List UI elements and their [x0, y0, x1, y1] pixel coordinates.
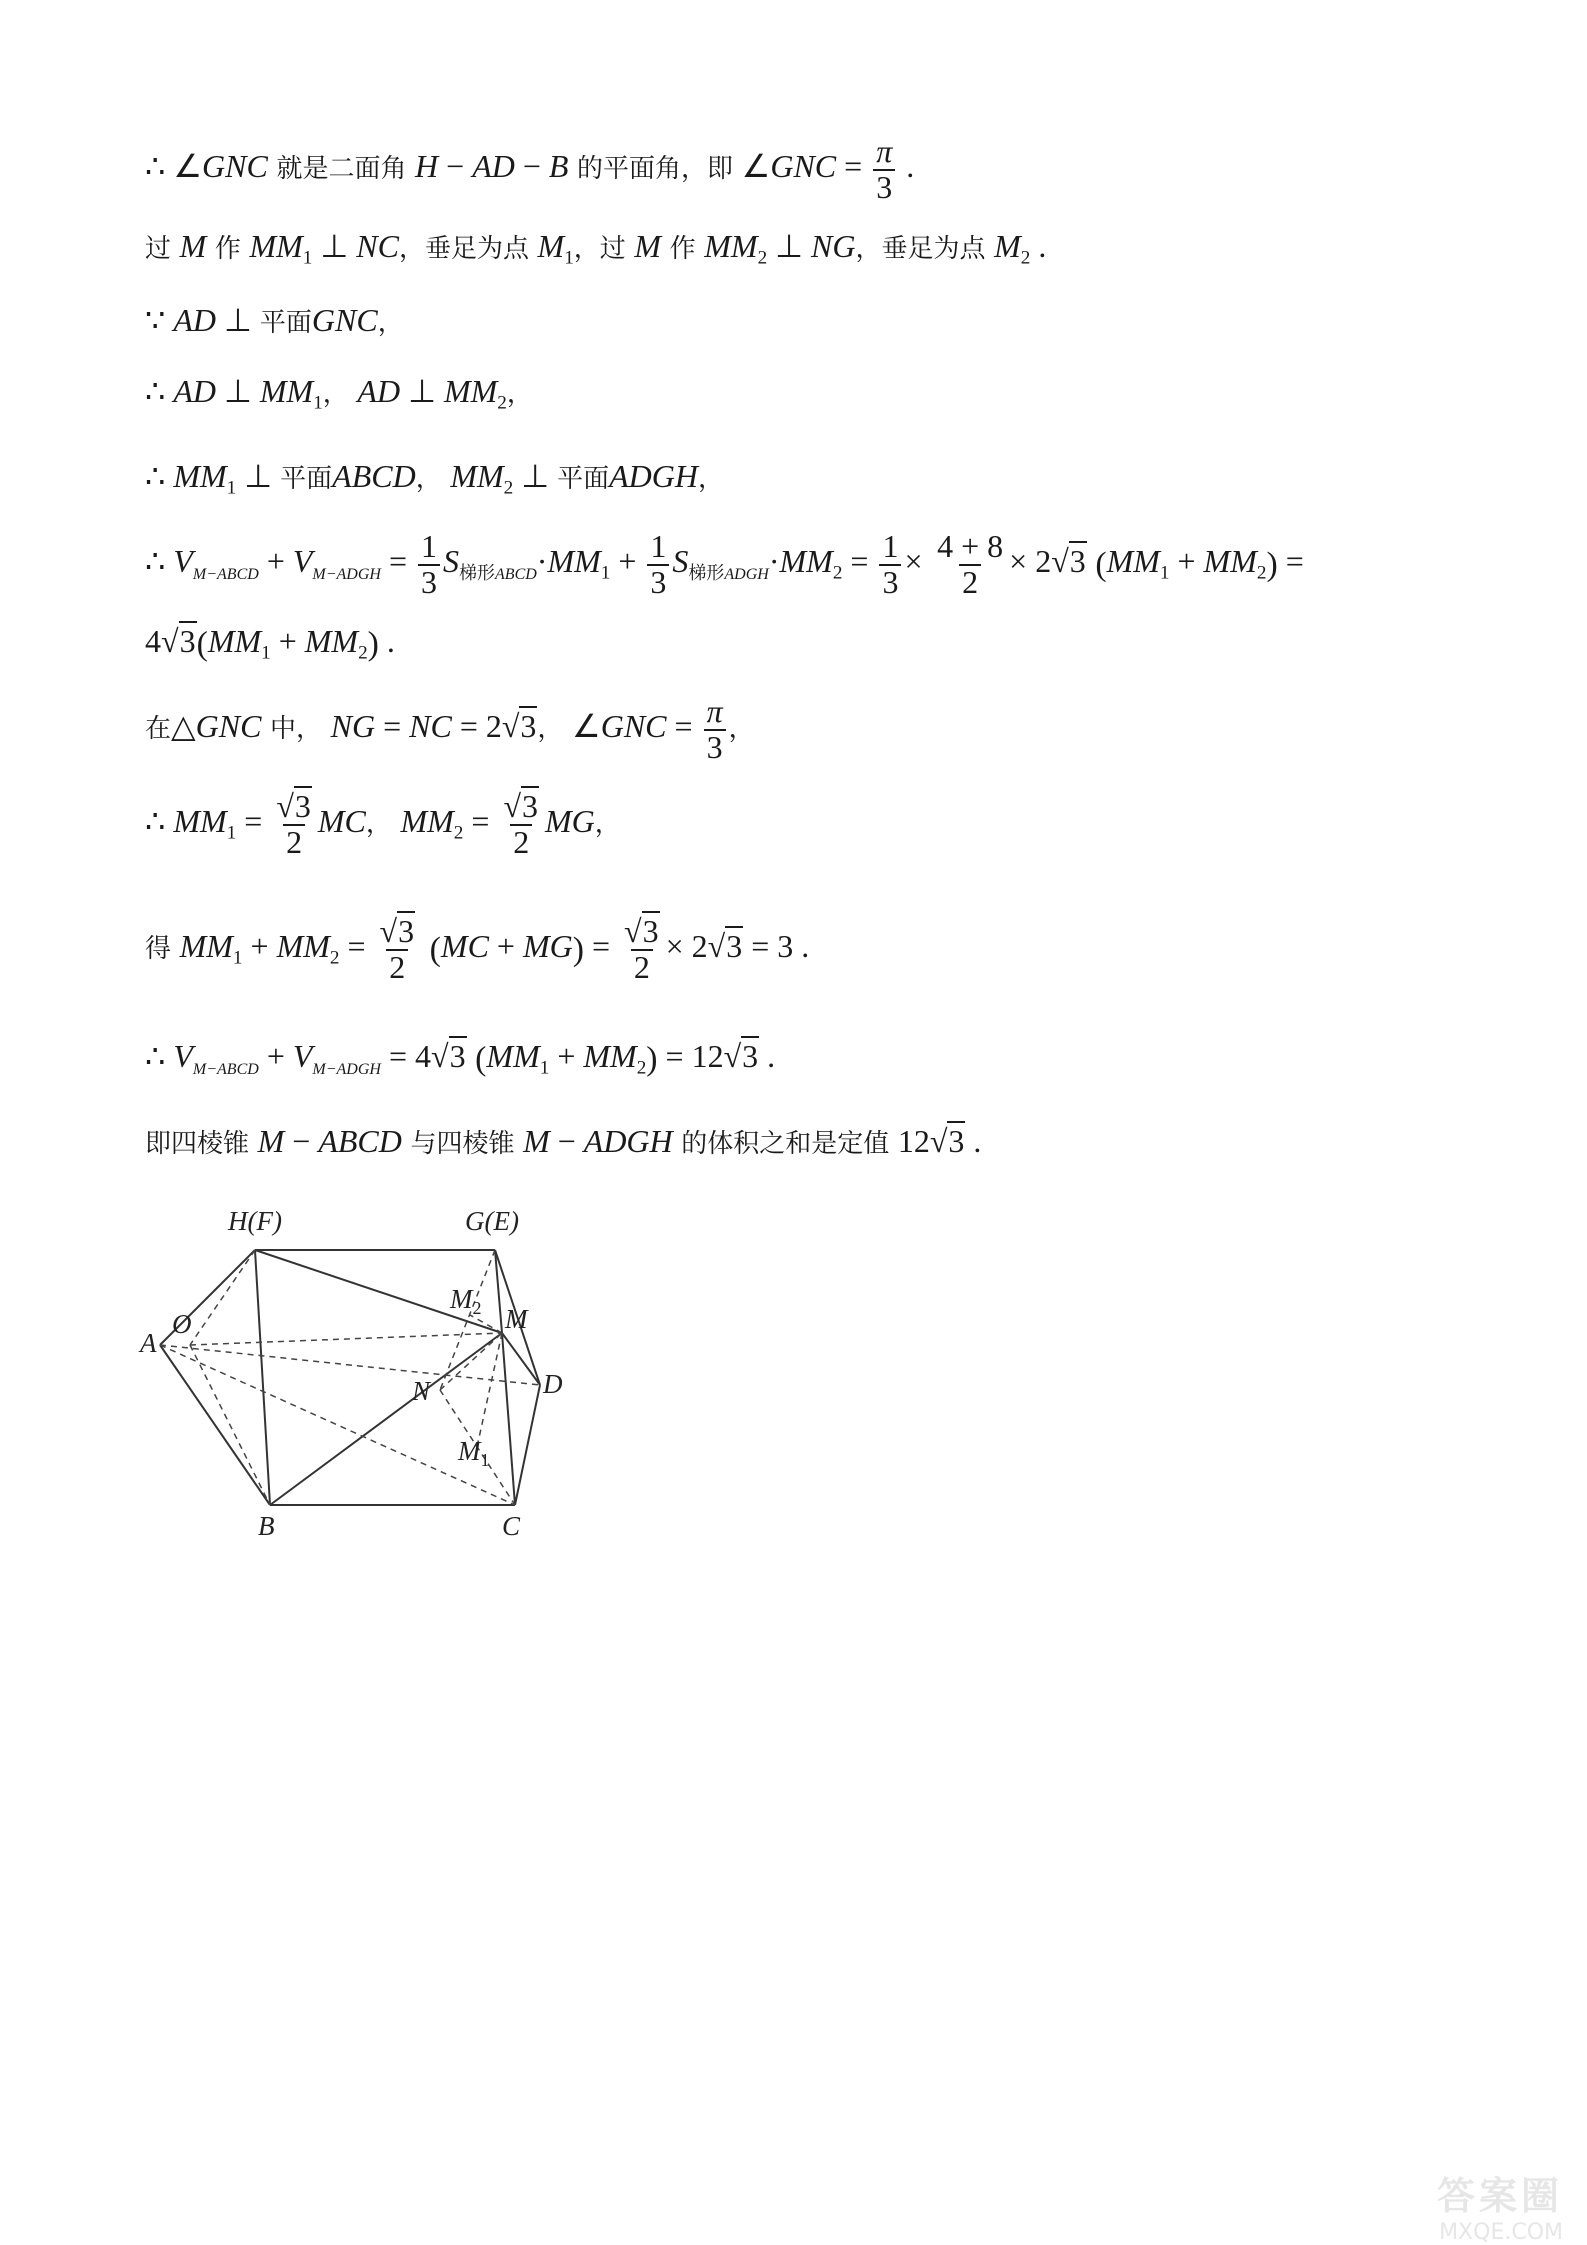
proof-line-12: 即四棱锥 M − ABCD 与四棱锥 M − ADGH 的体积之和是定值 12√3 . — [145, 1123, 982, 1159]
label-B: B — [258, 1511, 275, 1541]
label-M2: $M_2$ — [450, 1284, 482, 1318]
geometry-figure — [140, 1195, 563, 1545]
label-H: H(F) — [228, 1206, 282, 1236]
proof-line-10: 得 $MM_1 + MM_2$ = $\frac{√3}{2}$ (MC + MG) = $\frac{√3}{2}$ × 2√3 = 3 . — [145, 913, 810, 985]
proof-line-3: ∵ AD ⊥ 平面GNC， — [145, 302, 404, 338]
proof-line-7: $4√3(MM_1 + MM_2)$ . — [145, 623, 395, 664]
proof-line-2: 过 M 作 $MM_1$ ⊥ NC，垂足为点 $M_1$，过 M 作 $MM_2$ ⊥ NG，垂足为点 $M_2$ . — [145, 228, 1047, 269]
proof-line-11: ∴ $V_{M-ABCD} + V_{M-ADGH} = 4√3$ $(MM_1 + MM_2) = 12√3$ . — [145, 1038, 776, 1079]
label-O: O — [172, 1309, 192, 1339]
proof-line-8: 在△GNC 中， NG = NC = 2√3， ∠GNC = $\frac{\pi}{3}$ ， — [145, 693, 755, 765]
label-A: A — [140, 1328, 157, 1358]
label-M1: $M_1$ — [458, 1436, 490, 1470]
proof-line-6: ∴ $V_{M-ABCD} + V_{M-ADGH}$ = $\frac{1}{3}$ $S_{梯形ABCD}\cdot MM_1$ + $\frac{1}{3}$ $S_{梯形ADGH}\cdot MM_2$ = $\frac{1}{3}$ × $\frac{4 + 8}{2}$ × 2√3 $(MM_1 + MM_2)$ = — [145, 528, 1304, 600]
watermark-logo: 答案圈 MXQE.COM — [1436, 2174, 1563, 2245]
proof-line-4: ∴ AD ⊥ $MM_1$， AD ⊥ $MM_2$， — [145, 373, 533, 414]
label-G: G(E) — [465, 1206, 519, 1236]
proof-line-5: ∴ $MM_1$ ⊥ 平面ABCD， $MM_2$ ⊥ 平面ADGH， — [145, 458, 724, 499]
label-C: C — [502, 1511, 521, 1541]
label-N: N — [412, 1376, 431, 1406]
proof-line-1: ∴ ∠GNC 就是二面角 H − AD − B 的平面角，即 ∠GNC = $\frac{\pi}{3}$ . — [145, 133, 915, 205]
label-D: D — [543, 1369, 563, 1399]
label-M: M — [505, 1304, 528, 1334]
proof-line-9: ∴ $MM_1$ = $\frac{√3}{2}$ MC， $MM_2$ = $\frac{√3}{2}$ MG， — [145, 788, 621, 860]
